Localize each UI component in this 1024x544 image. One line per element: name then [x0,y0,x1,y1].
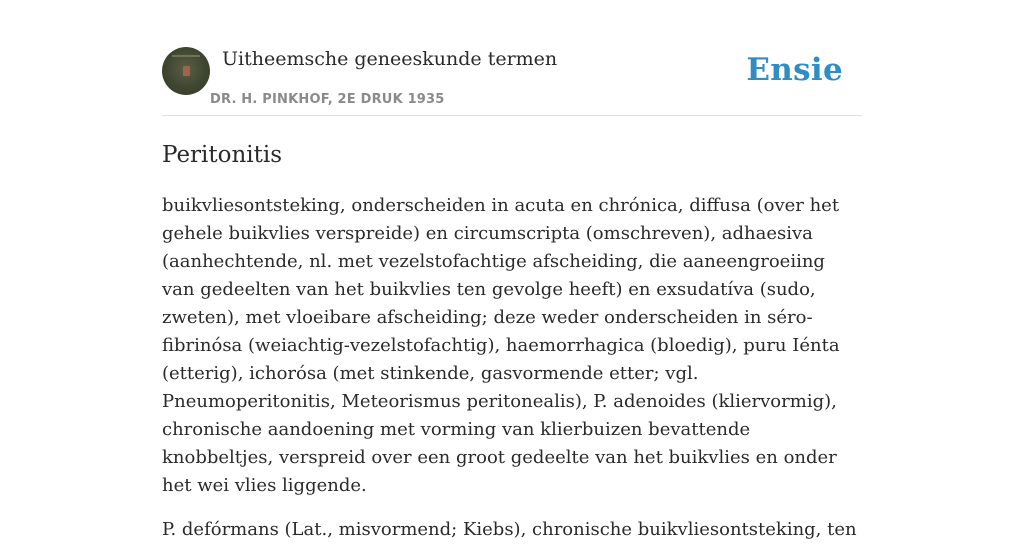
entry-paragraph: buikvliesontsteking, onderscheiden in acuta en chrónica, diffusa (over het gehele buikvlies verspreide) en circumscripta (omschreven), adhaesiva (aanhechtende, nl. met vezelstofachtige afscheiding, die aaneengroeiing van gedeelten van het buikvlies ten gevolge heeft) en exsudatíva (sudo, zweten), met vloeibare afscheiding; deze weder onderscheiden in séro-fibrinósa (weiachtig-vezelstofachtig), haemorrhagica (bloedig), puru Iénta (etterig), ichorósa (met stinkende, gasvormende etter; vgl. Pneumoperitonitis, Meteorismus peritonealis), P. adenoides (kliervormig), chronische aandoening met vorming van klierbuizen bevattende knobbeltjes, verspreid over een groot gedeelte van het buikvlies en onder het wei vlies liggende. [162,195,840,496]
book-header [162,46,862,116]
book-author: DR. H. PINKHOF, 2E DRUK 1935 [210,92,445,107]
book-cover-avatar[interactable] [162,47,210,95]
ensie-logo-link[interactable]: Ensie [746,52,843,88]
entry-title: Peritonitis [162,142,283,168]
book-title[interactable]: Uitheemsche geneeskunde termen [222,48,558,70]
page [162,0,862,544]
entry-body [162,192,862,544]
book-cover-label [183,66,190,76]
book-cover-band [172,55,200,57]
entry-paragraph: P. defórmans (Lat., misvormend; Kiebs), chronische buikvliesontsteking, ten [162,519,857,540]
